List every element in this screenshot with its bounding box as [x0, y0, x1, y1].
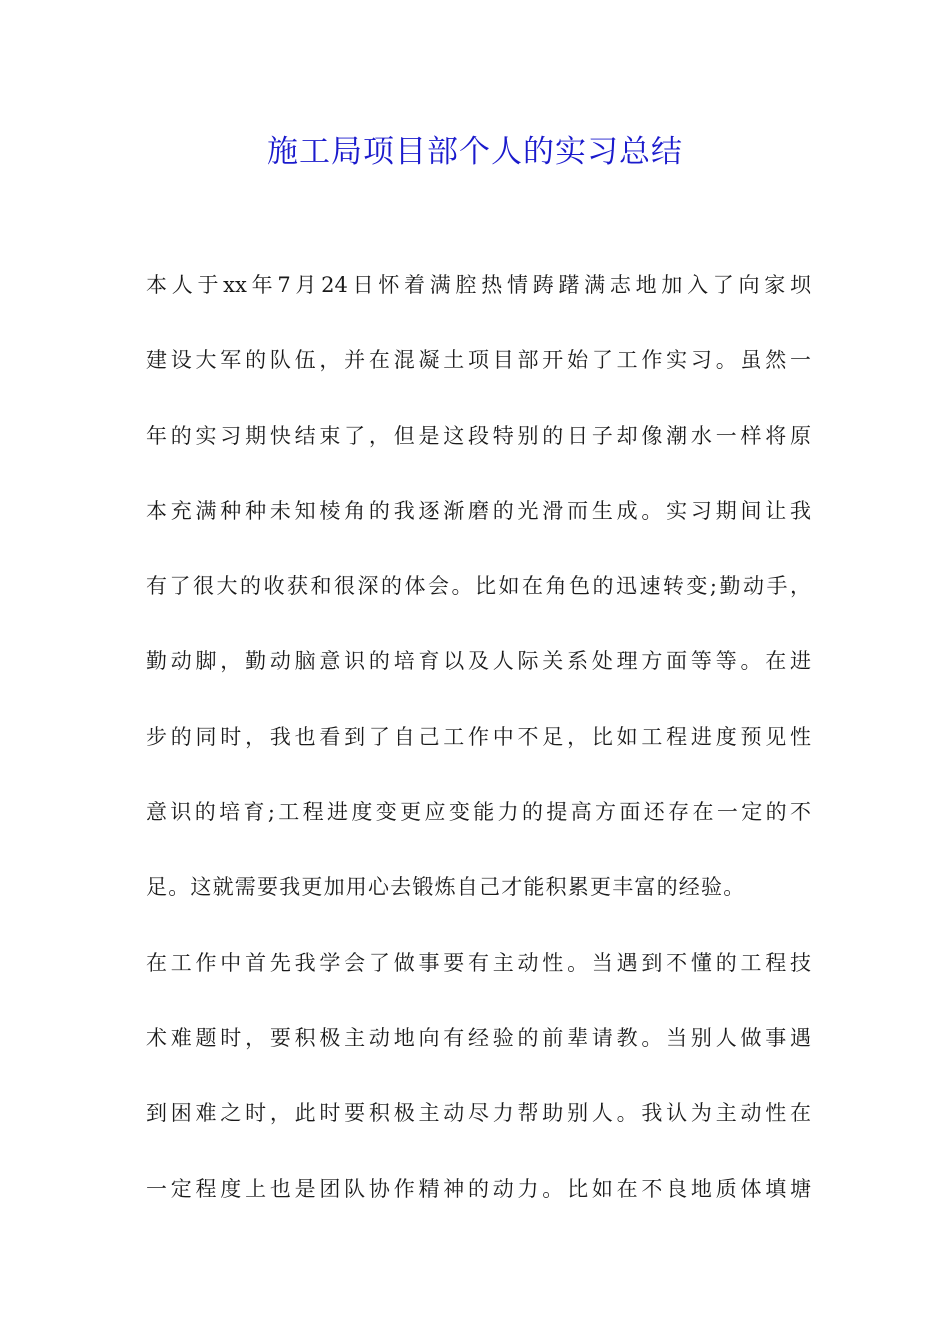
body-line: 到困难之时，此时要积极主动尽力帮助别人。我认为主动性在 [146, 1101, 811, 1126]
body-line: 步的同时，我也看到了自己工作中不足，比如工程进度预见性 [146, 724, 811, 749]
body-line: 本人于xx年7月24日怀着满腔热情踌躇满志地加入了向家坝 [146, 273, 811, 297]
body-line: 意识的培育;工程进度变更应变能力的提高方面还存在一定的不 [146, 800, 811, 825]
body-line: 术难题时，要积极主动地向有经验的前辈请教。当别人做事遇 [146, 1025, 811, 1050]
body-line: 一定程度上也是团队协作精神的动力。比如在不良地质体填塘 [146, 1176, 811, 1201]
body-line: 足。这就需要我更加用心去锻炼自己才能积累更丰富的经验。 [146, 875, 746, 900]
body-line: 有了很大的收获和很深的体会。比如在角色的迅速转变;勤动手， [146, 574, 811, 599]
body-line: 在工作中首先我学会了做事要有主动性。当遇到不懂的工程技 [146, 950, 811, 975]
body-line: 建设大军的队伍，并在混凝土项目部开始了工作实习。虽然一 [146, 348, 811, 373]
body-line: 本充满种种未知棱角的我逐渐磨的光滑而生成。实习期间让我 [146, 498, 811, 523]
document-body [146, 263, 811, 1242]
body-line: 年的实习期快结束了，但是这段特别的日子却像潮水一样将原 [146, 423, 811, 448]
body-line: 勤动脚，勤动脑意识的培育以及人际关系处理方面等等。在进 [146, 649, 811, 674]
document-title: 施工局项目部个人的实习总结 [267, 134, 683, 170]
